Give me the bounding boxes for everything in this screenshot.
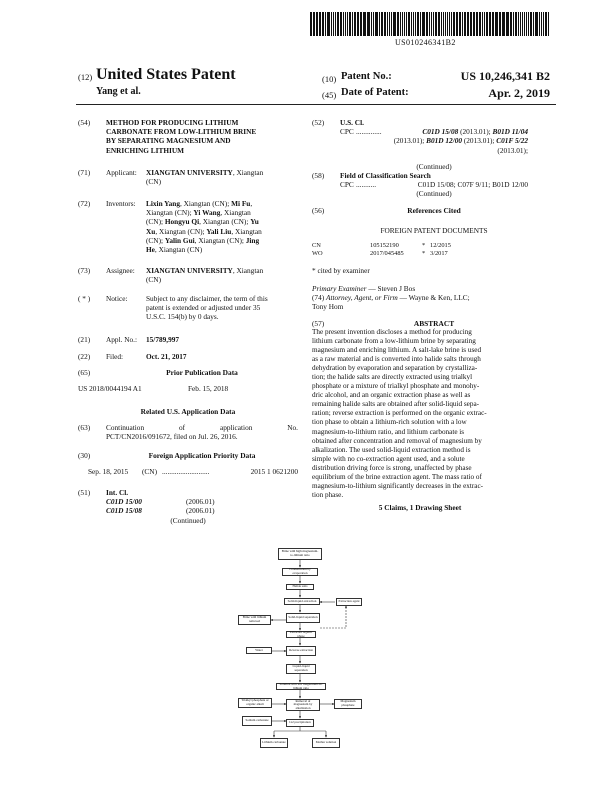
barcode-bar [476, 12, 478, 36]
abstract-line: ration; reverse extraction is performed on the organic extrac- [312, 409, 487, 418]
barcode-bar [345, 12, 347, 36]
field-label: Field of Classification Search [340, 171, 431, 180]
inventors-code: (72) [78, 199, 91, 208]
notice-label: Notice: [106, 294, 128, 303]
barcode-bar [429, 12, 430, 36]
intcl-rows: C01D 15/00 (2006.01) C01D 15/08 (2006.01) [106, 497, 215, 516]
barcode-bar [495, 12, 498, 36]
flow-lithium-carbonate: Lithium carbonate [260, 738, 288, 748]
code-10: (10) [322, 74, 337, 84]
barcode-bar [541, 12, 542, 36]
left-column: (54) METHOD FOR PRODUCING LITHIUM CARBONATE FROM LOW-LITHIUM BRINE BY SEPARATING MAGNESIUM AND ENRICHING LITHIUM (71) Applicant: XIANGTAN UNIVERSITY, Xiangtan (CN) (72) Inventors: Lixin Yang, Xiangtan (CN); Mi Fu, Xiangtan (CN); Yi Wang, Xiangtan (CN); Hongyu Qi, Xiangtan (CN); Yu Xu, Xiangtan (CN); Yali Liu, Xiangtan (CN); Yalin Gui, Xiangtan (CN); Jing He, Xiangtan (CN) (73) Assignee: XIANGTAN UNIVERSITY, Xiangtan (CN) ( * ) Notice: Subject to any disclaimer, the term of this patent is extended or adjusted under 35 U.S.C. 154(b) by 0 days. (21) Appl. No.: 15/789,997 (22) Filed: Oct. 21, 2017 (65) Prior Publication Data US 2018/0044194 A1 Feb. 15, 2018 Related U.S. Application Data (63) Continuation of application No. PCT/CN2016/091672, filed on Jul. 26, 2016. (30) Foreign Application Priority Data Sep. 18, 2015 (CN) .......................... 2015 1 0621200 (51) Int. Cl. C01D 15/00 (2006.01) C01D 15/08 (2006.01) (Continued) [78, 118, 298, 525]
barcode-bar [367, 12, 370, 36]
foreign-code: (30) [78, 451, 91, 460]
foreign-docs-title: FOREIGN PATENT DOCUMENTS [380, 226, 488, 235]
foreign-doc-row: CN 105152190 * 12/2015 [312, 242, 451, 249]
flow-water: Water [246, 647, 272, 654]
abstract-line: magnesium-to-lithium significantly decreases in the extrac- [312, 481, 484, 490]
cont-line-1: Continuation of application No. [106, 423, 298, 432]
barcode-bar [310, 12, 312, 36]
prior-code: (65) [78, 368, 91, 377]
abstract-line: dehydration by evaporation and separation by crystalliza- [312, 364, 478, 373]
inventor-line: (CN); Yalin Gui, Xiangtan (CN); Jing [146, 235, 260, 245]
field-code: (58) [312, 171, 325, 180]
barcode-bar [343, 12, 344, 36]
barcode-bar [391, 12, 392, 36]
attorney: (74) Attorney, Agent, or Firm — Wayne & Ken, LLC; Tony Hom [312, 293, 470, 312]
barcode-bar [433, 12, 434, 36]
barcode-bar [520, 12, 521, 36]
abstract-line: as a raw material and is converted into halide salts through [312, 355, 481, 364]
assignee: XIANGTAN UNIVERSITY, Xiangtan (CN) [146, 266, 264, 285]
prior-title: Prior Publication Data [166, 368, 238, 377]
foreign-docs [312, 242, 528, 258]
related-title: Related U.S. Application Data [140, 407, 236, 416]
barcode-bar [431, 12, 433, 36]
barcode-bar [322, 12, 324, 36]
barcode-bar [422, 12, 425, 36]
assignee-code: (73) [78, 266, 91, 275]
barcode-bar [438, 12, 440, 36]
barcode-bar [492, 12, 494, 36]
barcode-bar [535, 12, 538, 36]
barcode-bar [459, 12, 462, 36]
abstract-line: tion; the halide salts are directly extracted using trialkyl [312, 373, 473, 382]
barcode-bar [470, 12, 472, 36]
applicant-label: Applicant: [106, 168, 137, 177]
flow-mg-removal: Removal of magnesium by alkalization [286, 699, 320, 711]
barcode-bar [384, 12, 386, 36]
flow-condensation: Condensation by evaporation [282, 568, 318, 576]
doc-type: United States Patent [96, 66, 236, 83]
abstract-line: simple with no co-extraction agent used, and a solute [312, 454, 465, 463]
barcode-bar [389, 12, 390, 36]
flow-low-ratio-solution: Solution with low magnesium-to-lithium ratio [276, 683, 326, 690]
flow-halide-salts: Halide salts [286, 584, 314, 590]
barcode-bar [486, 12, 488, 36]
invention-title: METHOD FOR PRODUCING LITHIUM CARBONATE FROM LOW-LITHIUM BRINE BY SEPARATING MAGNESIUM AND ENRICHING LITHIUM [106, 118, 257, 155]
barcode-bar [325, 12, 326, 36]
barcode-bar [473, 12, 476, 36]
barcode-bar [327, 12, 330, 36]
uscl-continued: (Continued) [416, 162, 452, 171]
patent-no-label: Patent No.: [341, 71, 392, 82]
barcode-bar [479, 12, 481, 36]
intcl-continued: (Continued) [170, 516, 206, 525]
barcode-bar [411, 12, 412, 36]
barcode-bar [449, 12, 450, 36]
barcode [310, 12, 550, 36]
barcode-bar [489, 12, 490, 36]
appl-no: 15/789,997 [146, 335, 180, 344]
abstract-line: dric alcohol, and an organic extraction phase as well as [312, 391, 471, 400]
barcode-bar [340, 12, 342, 36]
barcode-bar [400, 12, 401, 36]
abstract-line: alkalization. The used solid-liquid extraction method is [312, 445, 471, 454]
abstract-line: magnesium-to-lithium ratio, and lithium carbonate is [312, 427, 465, 436]
flow-brine-high: Brine with high magnesium-to-lithium ratio [278, 548, 322, 560]
barcode-bar [397, 12, 399, 36]
barcode-bar [522, 12, 523, 36]
barcode-bar [417, 12, 420, 36]
flow-mother-solution: Mother solution [312, 738, 340, 748]
foreign-doc-row: WO 2017/045485 * 3/2017 [312, 250, 448, 257]
flow-trialkyl-alkali: Trialkyl phosphate or organic alkali [238, 698, 272, 708]
barcode-bar [420, 12, 421, 36]
barcode-bar [526, 12, 527, 36]
barcode-bar [361, 12, 362, 36]
barcode-bar [543, 12, 545, 36]
flow-extraction-agent: Extraction agent [336, 598, 362, 606]
barcode-bar [518, 12, 519, 36]
barcode-bar [513, 12, 515, 36]
barcode-bar [524, 12, 525, 36]
filed-code: (22) [78, 352, 91, 361]
appl-label: Appl. No.: [106, 335, 138, 344]
flow-sl-separation: Solid-liquid separation [286, 613, 320, 623]
inventor-line: He, Xiangtan (CN) [146, 245, 203, 255]
barcode-bar [515, 12, 517, 36]
barcode-bar [441, 12, 442, 36]
flow-extracted-organic: Extracted organic phase [286, 631, 316, 638]
barcode-bar [490, 12, 491, 36]
refs-title: References Cited [407, 206, 461, 215]
date-label: Date of Patent: [341, 87, 409, 98]
claims-summary: 5 Claims, 1 Drawing Sheet [378, 503, 462, 512]
cpc-block: CPC .............. C01D 15/08 (2013.01); B01D 11/04 (2013.01); B01D 12/00 (2013.01); C01F 5/22 (2013.01); [340, 127, 528, 155]
barcode-bar [352, 12, 353, 36]
barcode-bar [408, 12, 410, 36]
barcode-bar [349, 12, 351, 36]
inventor-line: Xu, Xiangtan (CN); Yali Liu, Xiangtan [146, 226, 262, 236]
barcode-bar [464, 12, 466, 36]
notice-text: Subject to any disclaimer, the term of this patent is extended or adjusted under 35 U.S.C. 154(b) by 0 days. [146, 294, 268, 322]
barcode-bar [337, 12, 339, 36]
flow-sodium-carbonate: Sodium carbonate [242, 716, 272, 726]
barcode-bar [415, 12, 416, 36]
refs-code: (56) [312, 206, 325, 215]
filed-date: Oct. 21, 2017 [146, 352, 187, 361]
barcode-bar [354, 12, 356, 36]
abstract-line: phosphate or a mixture of trialkyl phosphate and monohy- [312, 382, 480, 391]
barcode-bar [510, 12, 512, 36]
barcode-bar [484, 12, 485, 36]
intcl-code: (51) [78, 488, 91, 497]
abstract-code: (57) [312, 319, 325, 328]
field-cpc: CPC ........... C01D 15/08; C07F 9/11; B01D 12/00 [340, 180, 528, 189]
patent-date: Apr. 2, 2019 [488, 86, 550, 100]
barcode-bar [528, 12, 530, 36]
barcode-bar [539, 12, 540, 36]
barcode-bar [373, 12, 375, 36]
prior-pub: US 2018/0044194 A1 [78, 384, 142, 393]
right-column [312, 118, 528, 558]
barcode-bar [467, 12, 469, 36]
barcode-bar [447, 12, 448, 36]
barcode-bar [379, 12, 380, 36]
inventors [146, 199, 298, 254]
examiner: Primary Examiner — Steven J Bos [312, 284, 416, 293]
barcode-bar [530, 12, 532, 36]
cited-by-examiner: * cited by examiner [312, 266, 370, 275]
code-45: (45) [322, 90, 337, 100]
barcode-bar [393, 12, 396, 36]
flow-ll-separation: Liquid-liquid separation [286, 664, 316, 674]
barcode-bar [426, 12, 428, 36]
field-continued: (Continued) [416, 189, 452, 198]
barcode-bar [506, 12, 509, 36]
barcode-bar [406, 12, 407, 36]
barcode-bar [319, 12, 321, 36]
barcode-number: US010246341B2 [395, 38, 456, 47]
assignee-label: Assignee: [106, 266, 135, 275]
cont-code: (63) [78, 423, 91, 432]
foreign-title: Foreign Application Priority Data [148, 451, 256, 460]
barcode-bar [435, 12, 437, 36]
applicant-code: (71) [78, 168, 91, 177]
barcode-bar [402, 12, 404, 36]
barcode-bar [482, 12, 483, 36]
barcode-bar [363, 12, 366, 36]
prior-date: Feb. 15, 2018 [188, 384, 229, 393]
barcode-bar [545, 12, 547, 36]
patent-no: US 10,246,341 B2 [460, 69, 550, 83]
abstract-line: The present invention discloses a method for producing [312, 328, 472, 336]
abstract-line: equilibrium of the brine extraction agent. The mass ratio of [312, 472, 482, 481]
barcode-bar [451, 12, 452, 36]
barcode-bar [371, 12, 372, 36]
barcode-bar [381, 12, 383, 36]
barcode-bar [387, 12, 389, 36]
header-rule [76, 104, 556, 105]
barcode-bar [456, 12, 458, 36]
cont-line-2: PCT/CN2016/091672, filed on Jul. 26, 2016. [106, 432, 238, 442]
uscl-code: (52) [312, 118, 325, 127]
barcode-bar [347, 12, 348, 36]
barcode-bar [357, 12, 359, 36]
barcode-bar [317, 12, 318, 36]
barcode-bar [333, 12, 334, 36]
flow-diagram [236, 546, 366, 786]
filed-label: Filed: [106, 352, 124, 361]
abstract-title: ABSTRACT [413, 319, 455, 328]
abstract-line: tion phase. [312, 490, 344, 499]
flow-reverse-extraction: Reverse extraction [286, 646, 316, 656]
abstract-line: remaining halide salts are obtained after solid-liquid sepa- [312, 400, 480, 409]
applicant: XIANGTAN UNIVERSITY, Xiangtan (CN) [146, 168, 264, 187]
barcode-bar [375, 12, 378, 36]
appl-code: (21) [78, 335, 91, 344]
barcode-bar [360, 12, 361, 36]
inventor-short: Yang et al. [96, 86, 141, 97]
inventor-line: Lixin Yang, Xiangtan (CN); Mi Fu, [146, 199, 253, 208]
inventors-label: Inventors: [106, 199, 136, 208]
flow-sl-extraction: Solid-liquid extraction [284, 598, 320, 605]
barcode-bar [548, 12, 549, 36]
barcode-bar [453, 12, 455, 36]
barcode-bar [335, 12, 336, 36]
barcode-bar [404, 12, 405, 36]
barcode-bar [313, 12, 315, 36]
barcode-bar [499, 12, 502, 36]
uscl-label: U.S. Cl. [340, 118, 364, 127]
abstract-line: tion phase to obtain a lithium-rich solution with a low [312, 418, 467, 427]
barcode-bar [443, 12, 444, 36]
abstract-line: lithium carbonate from a low-lithium brine by separating [312, 337, 476, 346]
barcode-bar [413, 12, 414, 36]
title-code: (54) [78, 118, 91, 127]
flow-mg-phosphate: Magnesium phosphate [334, 699, 362, 709]
abstract-line: obtained after concentration and removal of magnesium by [312, 436, 482, 445]
barcode-bar [462, 12, 463, 36]
intcl-label: Int. Cl. [106, 488, 129, 497]
code-12: (12) [78, 72, 93, 82]
abstract-text [312, 328, 528, 500]
inventor-line: (CN); Hongyu Qi, Xiangtan (CN); Yu [146, 217, 259, 227]
flow-precipitation: Li2 precipitation [286, 719, 314, 727]
barcode-bar [331, 12, 333, 36]
inventor-line: Xiangtan (CN); Yi Wang, Xiangtan [146, 208, 251, 218]
barcode-bar [502, 12, 505, 36]
abstract-line: distribution driving force is strong, unaffected by phase [312, 463, 472, 472]
flow-brine-removed: Brine with lithium removed [238, 615, 271, 625]
abstract-line: magnesium and enriching lithium. A salt-lake brine is used [312, 346, 482, 355]
notice-code: ( * ) [78, 294, 91, 303]
barcode-bar [316, 12, 317, 36]
barcode-bar [445, 12, 447, 36]
barcode-bar [533, 12, 534, 36]
